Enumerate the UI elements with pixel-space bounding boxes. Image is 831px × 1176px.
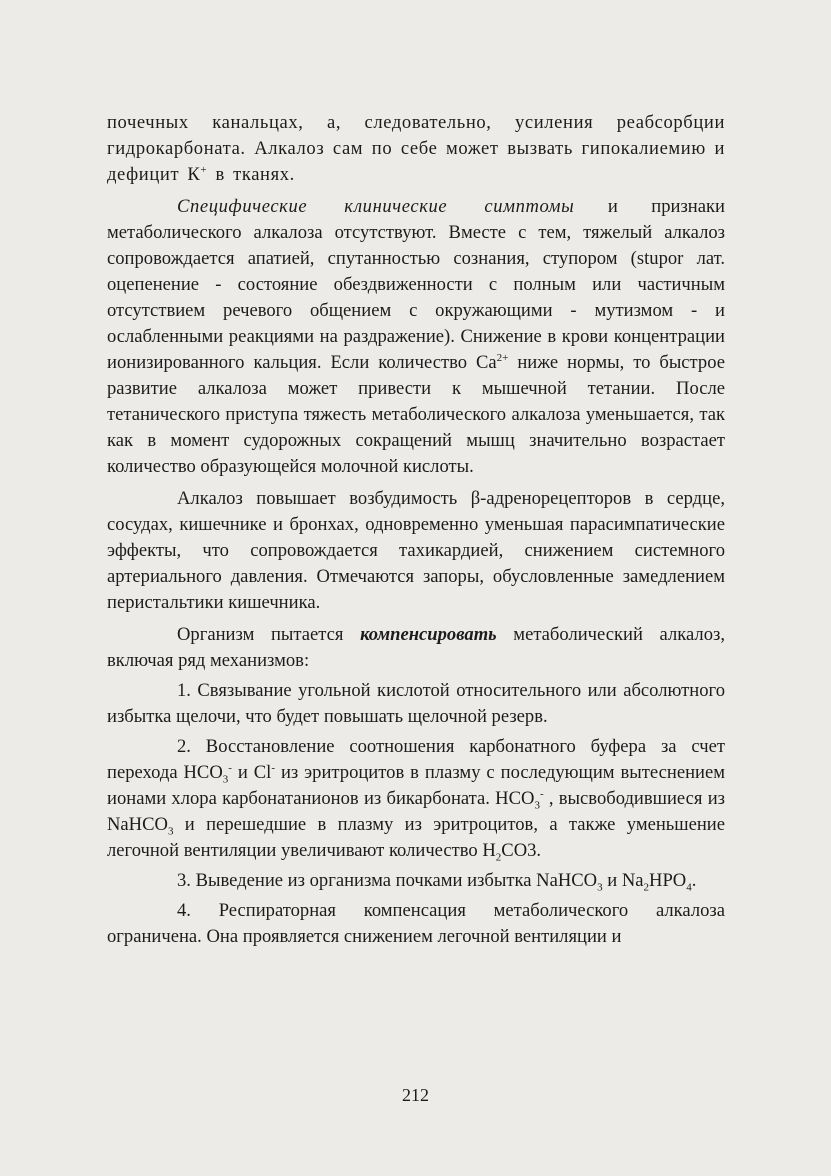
paragraph-4 xyxy=(107,622,725,674)
text-run: метаболический алкалоз, включая ряд механизмов: xyxy=(107,624,725,671)
body-text xyxy=(107,110,725,950)
text-run: и признаки метаболического алкалоза отсутствуют. Вместе с тем, тяжелый алкалоз сопровождается апатией, спутанностью сознания, ступором (stupor лат. оцепенение - состояние обездвиженности с полным или частичным отсутствием речевого общением с окружающими - мутизмом - и ослабленными реакциями на раздражение). Снижение в крови концентрации ионизированного кальция. Если количество Са xyxy=(107,196,725,373)
text-run: 4. Респираторная компенсация метаболического алкалоза ограничена. Она проявляется снижением легочной вентиляции и xyxy=(107,900,725,947)
subscript: 3 xyxy=(222,773,229,786)
text-run: и Cl xyxy=(231,762,272,783)
page-number: 212 xyxy=(402,1085,429,1105)
text-run: 2. Восстановление соотношения карбонатного буфера за счет перехода НСО xyxy=(107,736,725,783)
text-run: в тканях. xyxy=(207,164,295,185)
superscript: - xyxy=(271,761,276,774)
subscript: 4 xyxy=(686,881,692,894)
superscript: + xyxy=(200,163,208,176)
text-run: , высвободившиеся из NaHCO xyxy=(107,788,725,835)
text-run: и перешедшие в плазму из эритроцитов, а также уменьшение легочной вентиляции увеличивают количество H xyxy=(107,814,725,861)
text-run: 1. Связывание угольной кислотой относительного или абсолютного избытка щелочи, что будет повышать щелочной резерв. xyxy=(107,680,725,727)
text-run: 3. Выведение из организма почками избытка NaHCO xyxy=(177,870,598,891)
italic-term: Специфические клинические симптомы xyxy=(177,196,575,217)
list-item-3 xyxy=(107,868,725,894)
subscript: 3 xyxy=(534,799,540,812)
paragraph-1 xyxy=(107,110,725,188)
text-run: из эритроцитов в плазму с последующим вытеснением ионами хлора карбонатанионов из бикарбоната. НСО xyxy=(107,762,725,809)
text-run: Алкалоз повышает возбудимость β-адренорецепторов в сердце, сосудах, кишечнике и бронхах, одновременно уменьшая парасимпатические эффекты, что сопровождается тахикардией, снижением системного артериального давления. Отмечаются запоры, обусловленные замедлением перистальтики кишечника. xyxy=(107,488,725,613)
list-item-2 xyxy=(107,734,725,864)
superscript: 2+ xyxy=(496,351,509,364)
subscript: 3 xyxy=(167,825,174,838)
list-item-4 xyxy=(107,898,725,950)
subscript: 2 xyxy=(643,881,650,894)
subscript: 3 xyxy=(597,881,603,894)
bold-term: компенсировать xyxy=(360,624,497,645)
superscript: - xyxy=(539,787,544,800)
text-run: и Na xyxy=(602,870,644,891)
superscript: - xyxy=(228,761,232,774)
text-run: CO3. xyxy=(501,840,542,861)
list-item-1 xyxy=(107,678,725,730)
text-run: HPO xyxy=(649,870,687,891)
text-run: . xyxy=(691,870,697,891)
text-run: Организм пытается xyxy=(177,624,361,645)
paragraph-3 xyxy=(107,486,725,616)
subscript: 2 xyxy=(495,851,502,864)
text-run: ниже нормы, то быстрое развитие алкалоза может привести к мышечной тетании. После тетанического приступа тяжесть метаболического алкалоза уменьшается, так как в момент судорожных сокращений мышц значительно возрастает количество образующейся молочной кислоты. xyxy=(107,352,725,477)
text-run: почечных канальцах, а, следовательно, усиления реабсорбции гидрокарбоната. Алкалоз сам по себе может вызвать гипокалиемию и дефицит К xyxy=(107,112,725,185)
paragraph-2 xyxy=(107,194,725,480)
